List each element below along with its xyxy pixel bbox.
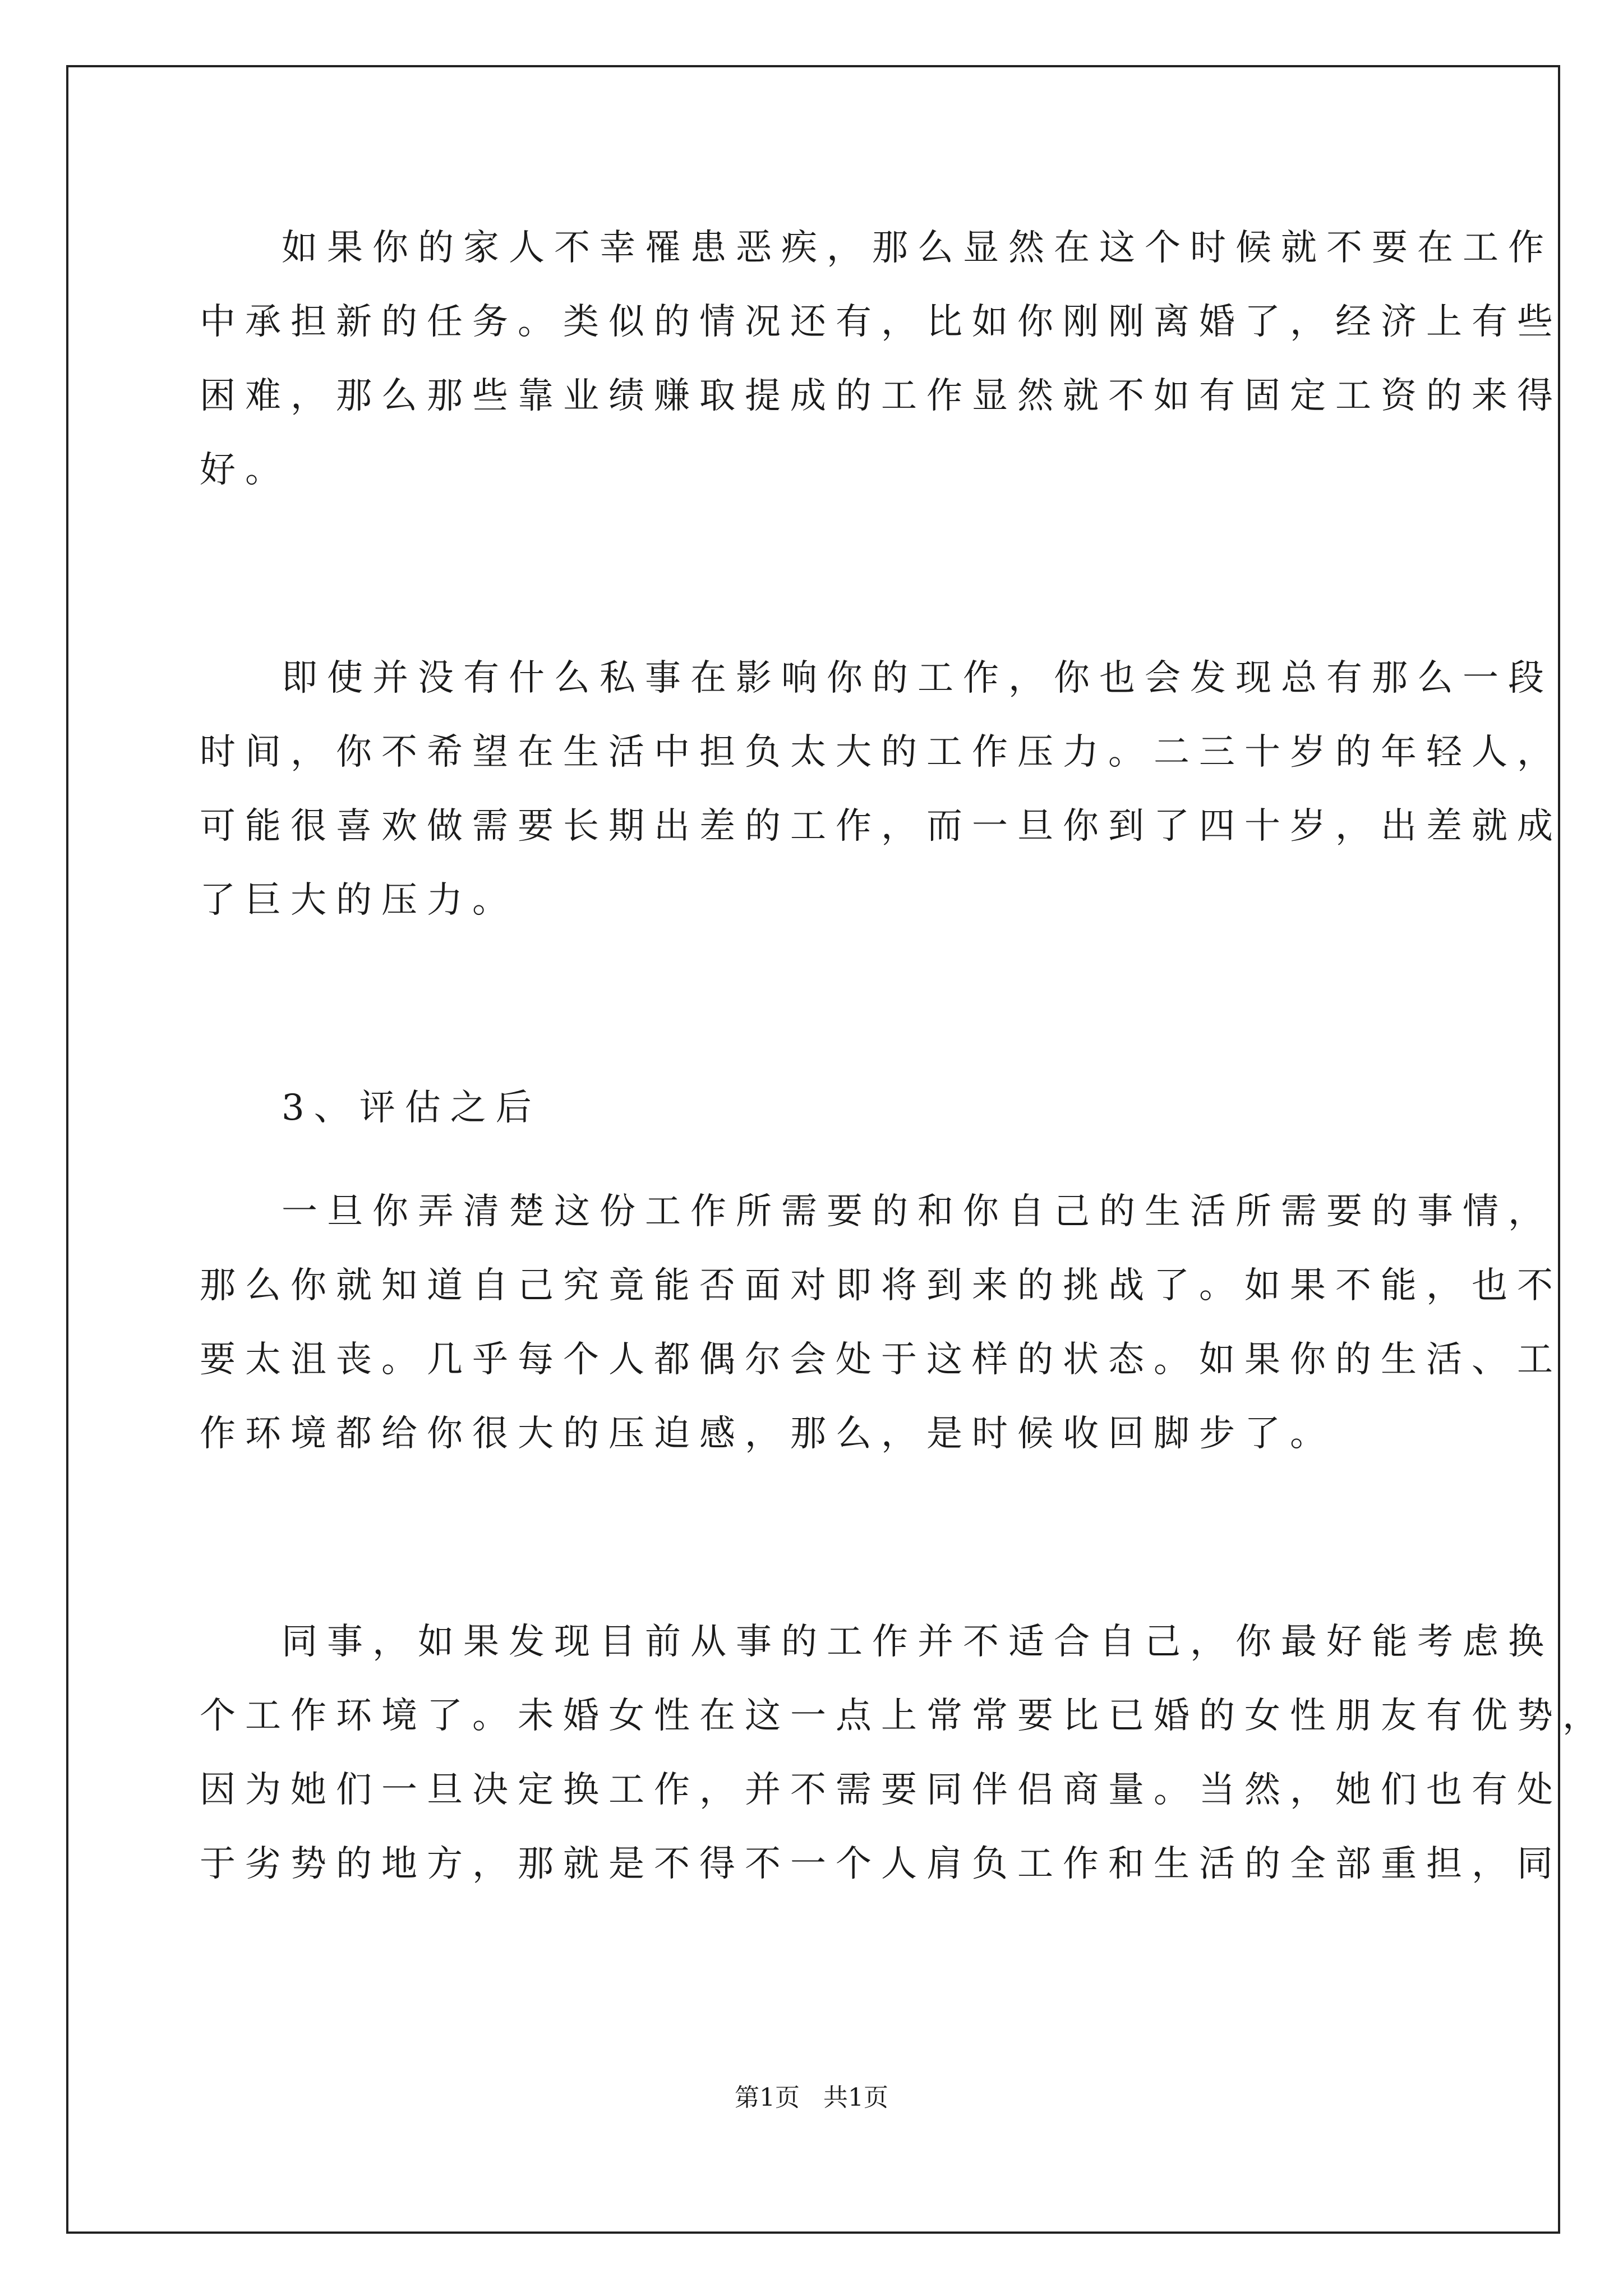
paragraph-1-line-3: 困难，那么那些靠业绩赚取提成的工作显然就不如有固定工资的来得 [200, 375, 1562, 417]
paragraph-4-line-4: 于劣势的地方，那就是不得不一个人肩负工作和生活的全部重担，同 [200, 1843, 1562, 1885]
paragraph-4-line-2: 个工作环境了。未婚女性在这一点上常常要比已婚的女性朋友有优势， [200, 1695, 1608, 1737]
paragraph-3-line-2: 那么你就知道自己究竟能否面对即将到来的挑战了。如果不能，也不 [200, 1265, 1562, 1306]
paragraph-2-line-4: 了巨大的压力。 [200, 880, 518, 921]
paragraph-1-line-1: 如果你的家人不幸罹患恶疾，那么显然在这个时候就不要在工作 [282, 227, 1553, 269]
section-heading: 3、评估之后 [282, 1087, 541, 1129]
paragraph-2-line-3: 可能很喜欢做需要长期出差的工作，而一旦你到了四十岁，出差就成 [200, 806, 1562, 847]
paragraph-3-line-4: 作环境都给你很大的压迫感，那么，是时候收回脚步了。 [200, 1413, 1335, 1455]
paragraph-3-line-3: 要太沮丧。几乎每个人都偶尔会处于这样的状态。如果你的生活、工 [200, 1339, 1562, 1381]
page-footer: 第1页 共1页 [735, 2083, 888, 2112]
paragraph-1-line-2: 中承担新的任务。类似的情况还有，比如你刚刚离婚了，经济上有些 [200, 301, 1562, 343]
paragraph-1-line-4: 好。 [200, 449, 291, 491]
paragraph-4-line-1: 同事，如果发现目前从事的工作并不适合自己，你最好能考虑换 [282, 1621, 1553, 1663]
paragraph-4-line-3: 因为她们一旦决定换工作，并不需要同伴侣商量。当然，她们也有处 [200, 1769, 1562, 1811]
paragraph-2-line-2: 时间，你不希望在生活中担负太大的工作压力。二三十岁的年轻人， [200, 731, 1562, 773]
paragraph-3-line-1: 一旦你弄清楚这份工作所需要的和你自己的生活所需要的事情， [282, 1191, 1553, 1232]
paragraph-2-line-1: 即使并没有什么私事在影响你的工作，你也会发现总有那么一段 [282, 657, 1553, 699]
